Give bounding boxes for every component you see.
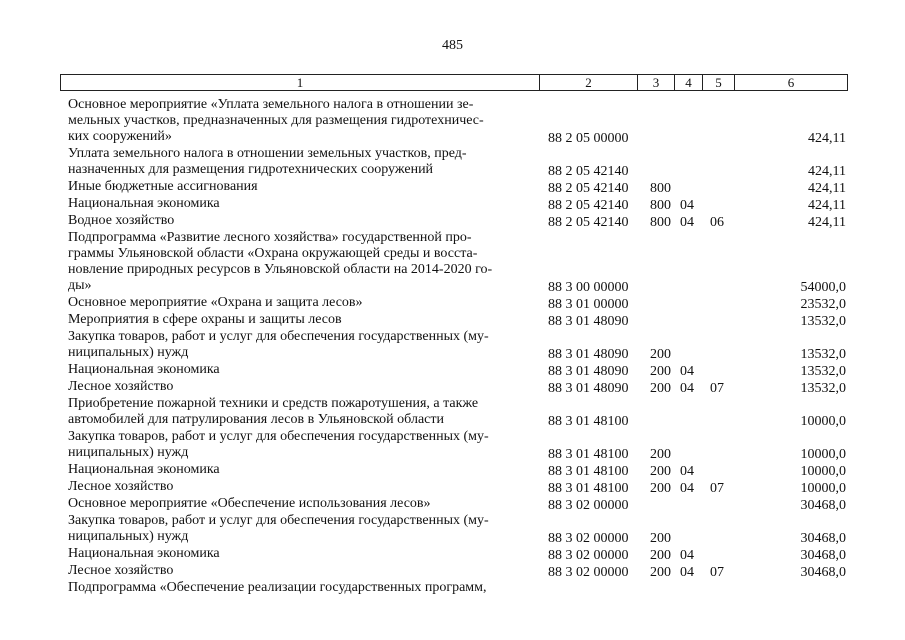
header-col-3: 3 xyxy=(638,75,675,90)
row-name-line: Приобретение пожарной техники и средств пожаротушения, а также xyxy=(68,396,479,411)
row-name-line: ниципальных) нужд xyxy=(68,529,189,544)
row-name-line: ниципальных) нужд xyxy=(68,345,189,360)
row-name xyxy=(68,496,530,512)
row-name-line: Закупка товаров, работ и услуг для обеспечения государственных (му- xyxy=(68,429,489,444)
row-name-line: Основное мероприятие «Обеспечение использования лесов» xyxy=(68,496,431,511)
row-csr-code: 88 3 02 00000 xyxy=(548,565,629,580)
table-row xyxy=(0,362,905,379)
header-col-5: 5 xyxy=(703,75,735,90)
table-header xyxy=(60,74,848,91)
table-row xyxy=(0,295,905,312)
row-name-line: мельных участков, предназначенных для размещения гидротехничес- xyxy=(68,113,484,128)
table-row xyxy=(0,196,905,213)
row-csr-code: 88 3 01 48100 xyxy=(548,481,629,496)
row-csr-code: 88 3 01 48090 xyxy=(548,347,629,362)
row-name-line: Основное мероприятие «Уплата земельного налога в отношении зе- xyxy=(68,97,474,112)
row-csr-code: 88 3 00 00000 xyxy=(548,280,629,295)
row-csr-code: 88 3 02 00000 xyxy=(548,531,629,546)
row-amount: 10000,0 xyxy=(800,481,846,496)
table-row xyxy=(0,462,905,479)
table-row xyxy=(0,546,905,563)
header-col-2: 2 xyxy=(540,75,638,90)
row-amount: 424,11 xyxy=(808,164,846,179)
row-name xyxy=(68,580,530,596)
row-amount: 13532,0 xyxy=(800,381,846,396)
row-name xyxy=(68,429,530,461)
row-name xyxy=(68,295,530,311)
row-csr-code: 88 3 02 00000 xyxy=(548,498,629,513)
row-section: 04 xyxy=(680,565,694,580)
row-name xyxy=(68,462,530,478)
row-name-line: Лесное хозяйство xyxy=(68,379,174,394)
row-expense-type: 200 xyxy=(650,565,671,580)
row-name xyxy=(68,312,530,328)
row-subsection: 06 xyxy=(710,215,724,230)
row-section: 04 xyxy=(680,548,694,563)
table-row xyxy=(0,479,905,496)
row-name-line: Национальная экономика xyxy=(68,462,220,477)
row-name-line: Лесное хозяйство xyxy=(68,479,174,494)
table-row xyxy=(0,329,905,362)
row-name xyxy=(68,146,530,178)
row-expense-type: 800 xyxy=(650,215,671,230)
row-expense-type: 200 xyxy=(650,548,671,563)
row-name-line: ды» xyxy=(68,278,92,293)
row-expense-type: 200 xyxy=(650,447,671,462)
table-row xyxy=(0,312,905,329)
row-name-line: Уплата земельного налога в отношении земельных участков, пред- xyxy=(68,146,467,161)
row-amount: 54000,0 xyxy=(800,280,846,295)
row-csr-code: 88 2 05 00000 xyxy=(548,131,629,146)
row-section: 04 xyxy=(680,381,694,396)
row-name-line: Национальная экономика xyxy=(68,546,220,561)
row-name xyxy=(68,379,530,395)
row-amount: 424,11 xyxy=(808,181,846,196)
row-name xyxy=(68,479,530,495)
page-number: 485 xyxy=(442,38,463,53)
row-amount: 30468,0 xyxy=(800,548,846,563)
row-amount: 424,11 xyxy=(808,198,846,213)
row-expense-type: 200 xyxy=(650,364,671,379)
table-row xyxy=(0,580,905,597)
row-section: 04 xyxy=(680,198,694,213)
row-name-line: автомобилей для патрулирования лесов в Ульяновской области xyxy=(68,412,444,427)
row-name-line: назначенных для размещения гидротехнических сооружений xyxy=(68,162,434,177)
header-col-1: 1 xyxy=(61,75,540,90)
row-csr-code: 88 3 01 48090 xyxy=(548,314,629,329)
row-expense-type: 200 xyxy=(650,481,671,496)
row-amount: 30468,0 xyxy=(800,498,846,513)
table-row xyxy=(0,213,905,230)
row-csr-code: 88 3 01 48100 xyxy=(548,464,629,479)
row-name xyxy=(68,230,530,294)
row-name-line: Лесное хозяйство xyxy=(68,563,174,578)
row-name xyxy=(68,546,530,562)
row-amount: 424,11 xyxy=(808,215,846,230)
row-expense-type: 200 xyxy=(650,347,671,362)
row-section: 04 xyxy=(680,481,694,496)
row-csr-code: 88 3 01 48100 xyxy=(548,447,629,462)
row-name-line: ких сооружений» xyxy=(68,129,172,144)
row-name-line: Закупка товаров, работ и услуг для обеспечения государственных (му- xyxy=(68,329,489,344)
table-row xyxy=(0,513,905,546)
row-section: 04 xyxy=(680,464,694,479)
row-name-line: Иные бюджетные ассигнования xyxy=(68,179,258,194)
row-amount: 13532,0 xyxy=(800,364,846,379)
row-name-line: Подпрограмма «Обеспечение реализации государственных программ, xyxy=(68,580,487,595)
row-name xyxy=(68,396,530,428)
row-name-line: Подпрограмма «Развитие лесного хозяйства» государственной про- xyxy=(68,230,472,245)
row-expense-type: 200 xyxy=(650,531,671,546)
row-csr-code: 88 3 01 00000 xyxy=(548,297,629,312)
row-name-line: Национальная экономика xyxy=(68,362,220,377)
row-section: 04 xyxy=(680,215,694,230)
row-amount: 10000,0 xyxy=(800,464,846,479)
row-subsection: 07 xyxy=(710,565,724,580)
row-subsection: 07 xyxy=(710,481,724,496)
row-name xyxy=(68,196,530,212)
row-expense-type: 800 xyxy=(650,198,671,213)
row-amount: 13532,0 xyxy=(800,314,846,329)
row-name xyxy=(68,362,530,378)
row-amount: 30468,0 xyxy=(800,531,846,546)
row-name-line: Мероприятия в сфере охраны и защиты лесов xyxy=(68,312,342,327)
table-row xyxy=(0,97,905,146)
row-name-line: граммы Ульяновской области «Охрана окружающей среды и восста- xyxy=(68,246,478,261)
row-expense-type: 800 xyxy=(650,181,671,196)
table-body xyxy=(0,97,905,597)
row-amount: 13532,0 xyxy=(800,347,846,362)
row-csr-code: 88 2 05 42140 xyxy=(548,164,629,179)
row-name-line: Национальная экономика xyxy=(68,196,220,211)
row-amount: 23532,0 xyxy=(800,297,846,312)
row-subsection: 07 xyxy=(710,381,724,396)
header-col-6: 6 xyxy=(787,75,795,90)
header-col-4: 4 xyxy=(675,75,703,90)
row-name xyxy=(68,329,530,361)
row-amount: 30468,0 xyxy=(800,565,846,580)
row-section: 04 xyxy=(680,364,694,379)
table-row xyxy=(0,230,905,295)
row-csr-code: 88 2 05 42140 xyxy=(548,181,629,196)
row-amount: 424,11 xyxy=(808,131,846,146)
row-amount: 10000,0 xyxy=(800,447,846,462)
row-name-line: новление природных ресурсов в Ульяновской области на 2014-2020 го- xyxy=(68,262,493,277)
table-row xyxy=(0,429,905,462)
row-amount: 10000,0 xyxy=(800,414,846,429)
row-csr-code: 88 3 02 00000 xyxy=(548,548,629,563)
row-name-line: Основное мероприятие «Охрана и защита лесов» xyxy=(68,295,363,310)
row-csr-code: 88 3 01 48090 xyxy=(548,381,629,396)
row-csr-code: 88 2 05 42140 xyxy=(548,198,629,213)
table-row xyxy=(0,146,905,179)
row-csr-code: 88 3 01 48090 xyxy=(548,364,629,379)
row-name xyxy=(68,213,530,229)
row-name xyxy=(68,563,530,579)
table-row xyxy=(0,179,905,196)
row-name xyxy=(68,179,530,195)
row-name-line: Водное хозяйство xyxy=(68,213,175,228)
table-row xyxy=(0,496,905,513)
row-csr-code: 88 3 01 48100 xyxy=(548,414,629,429)
row-name-line: ниципальных) нужд xyxy=(68,445,189,460)
row-expense-type: 200 xyxy=(650,464,671,479)
table-row xyxy=(0,563,905,580)
row-name xyxy=(68,97,530,145)
row-expense-type: 200 xyxy=(650,381,671,396)
table-row xyxy=(0,396,905,429)
row-name xyxy=(68,513,530,545)
table-row xyxy=(0,379,905,396)
row-csr-code: 88 2 05 42140 xyxy=(548,215,629,230)
row-name-line: Закупка товаров, работ и услуг для обеспечения государственных (му- xyxy=(68,513,489,528)
